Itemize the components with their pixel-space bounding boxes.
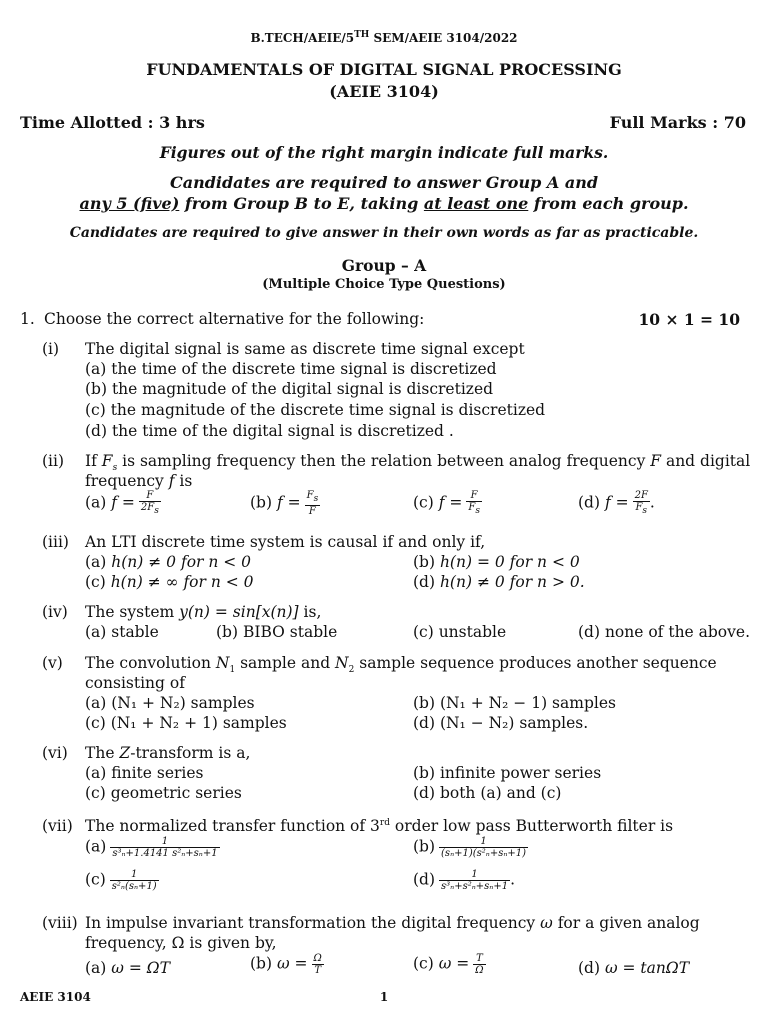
option-c: (c) unstable — [413, 623, 507, 641]
option-c: (c) $\frac{1}{\text{s²ₙ(sₙ+1)}}$ — [85, 869, 157, 892]
instruction-groups-1: Candidates are required to answer Group A and — [169, 173, 599, 192]
option-d: (d) the time of the digital signal is discretized . — [85, 422, 454, 440]
group-title: Group – A — [341, 256, 427, 275]
option-a: (a) stable — [85, 623, 159, 641]
question-text: Choose the correct alternative for the following: — [44, 310, 425, 328]
option-c: (c) (N₁ + N₂ + 1) samples — [85, 714, 287, 732]
option-b: (b) f = $\frac{F_s}{F}$ — [250, 490, 319, 517]
option-b: (b) h(n) = 0 for n < 0 — [413, 553, 580, 571]
item-number: (iv) — [42, 603, 68, 621]
time-allotted: Time Allotted : 3 hrs — [20, 113, 205, 132]
item-number: (ii) — [42, 452, 65, 470]
subject-code: (AEIE 3104) — [329, 82, 439, 101]
option-d: (d) (N₁ − N₂) samples. — [413, 714, 589, 732]
item-number: (iii) — [42, 533, 69, 551]
option-a: (a) the time of the discrete time signal is discretized — [85, 360, 497, 378]
option-a: (a) (N₁ + N₂) samples — [85, 694, 255, 712]
option-b: (b) $\frac{1}{\text{(sₙ+1)(s²ₙ+sₙ+1)}}$ — [413, 836, 527, 859]
option-c: (c) geometric series — [85, 784, 242, 802]
option-c: (c) ω = $\frac{T}{\Omega}$ — [413, 953, 484, 976]
item-stem: If $F_s$ is sampling frequency then the relation between analog frequency F and digital — [85, 452, 751, 474]
full-marks: Full Marks : 70 — [609, 113, 746, 132]
option-b: (b) the magnitude of the digital signal is discretized — [85, 380, 494, 398]
question-marks: 10 × 1 = 10 — [638, 310, 740, 329]
option-b: (b) ω = $\frac{\Omega}{T}$ — [250, 953, 322, 976]
item-stem: In impulse invariant transformation the digital frequency ω for a given analog — [85, 914, 700, 932]
group-subtitle: (Multiple Choice Type Questions) — [262, 277, 506, 292]
question-number: 1. — [20, 310, 35, 328]
item-stem: The digital signal is same as discrete time signal except — [85, 340, 525, 358]
page-number: 1 — [379, 990, 389, 1004]
option-a: (a) finite series — [85, 764, 204, 782]
footer-code: AEIE 3104 — [20, 990, 91, 1004]
item-number: (i) — [42, 340, 60, 358]
item-stem-line2: frequency f is — [85, 472, 193, 490]
option-c: (c) f = $\frac{F}{F_s}$ — [413, 490, 480, 516]
paper-code: B.TECH/AEIE/5TH SEM/AEIE 3104/2022 — [250, 30, 518, 45]
item-stem: The normalized transfer function of 3rd order low pass Butterworth filter is — [85, 817, 674, 835]
option-a: (a) h(n) ≠ 0 for n < 0 — [85, 553, 252, 571]
option-a: (a) ω = ΩT — [85, 959, 170, 977]
option-c: (c) h(n) ≠ ∞ for n < 0 — [85, 573, 254, 591]
item-stem: An LTI discrete time system is causal if and only if, — [85, 533, 486, 551]
instruction-marks: Figures out of the right margin indicate full marks. — [159, 143, 609, 162]
item-stem: The convolution $N_1$ sample and $N_2$ sample sequence produces another sequence — [85, 654, 717, 676]
option-d: (d) $\frac{1}{\text{s³ₙ+s²ₙ+sₙ+1}}$ . — [413, 869, 516, 892]
item-stem: The system y(n) = sin[x(n)] is, — [85, 603, 322, 621]
item-number: (v) — [42, 654, 63, 672]
option-b: (b) BIBO stable — [216, 623, 338, 641]
paper-title: FUNDAMENTALS OF DIGITAL SIGNAL PROCESSING — [146, 60, 622, 79]
option-a: (a) f = $\frac{F}{2F_s}$ — [85, 490, 159, 516]
option-b: (b) (N₁ + N₂ − 1) samples — [413, 694, 616, 712]
option-c: (c) the magnitude of the discrete time signal is discretized — [85, 401, 546, 419]
item-number: (vii) — [42, 817, 73, 835]
option-d: (d) f = $\frac{2F}{F_s}$ . — [578, 490, 655, 516]
option-b: (b) infinite power series — [413, 764, 602, 782]
item-stem-line2: consisting of — [85, 674, 185, 692]
option-d: (d) h(n) ≠ 0 for n > 0. — [413, 573, 585, 591]
item-stem: The Z-transform is a, — [85, 744, 251, 762]
instruction-groups-2: any 5 (five) from Group B to E, taking at least one from each group. — [79, 194, 689, 213]
instruction-own-words: Candidates are required to give answer in their own words as far as practicable. — [69, 225, 699, 241]
item-stem-line2: frequency, Ω is given by, — [85, 934, 277, 952]
option-d: (d) none of the above. — [578, 623, 750, 641]
option-a: (a) $\frac{1}{\text{s³ₙ+1.4141 s²ₙ+sₙ+1}}$ — [85, 836, 218, 859]
item-number: (viii) — [42, 914, 78, 932]
option-d: (d) both (a) and (c) — [413, 784, 562, 802]
option-d: (d) ω = tanΩT — [578, 959, 690, 977]
item-number: (vi) — [42, 744, 68, 762]
